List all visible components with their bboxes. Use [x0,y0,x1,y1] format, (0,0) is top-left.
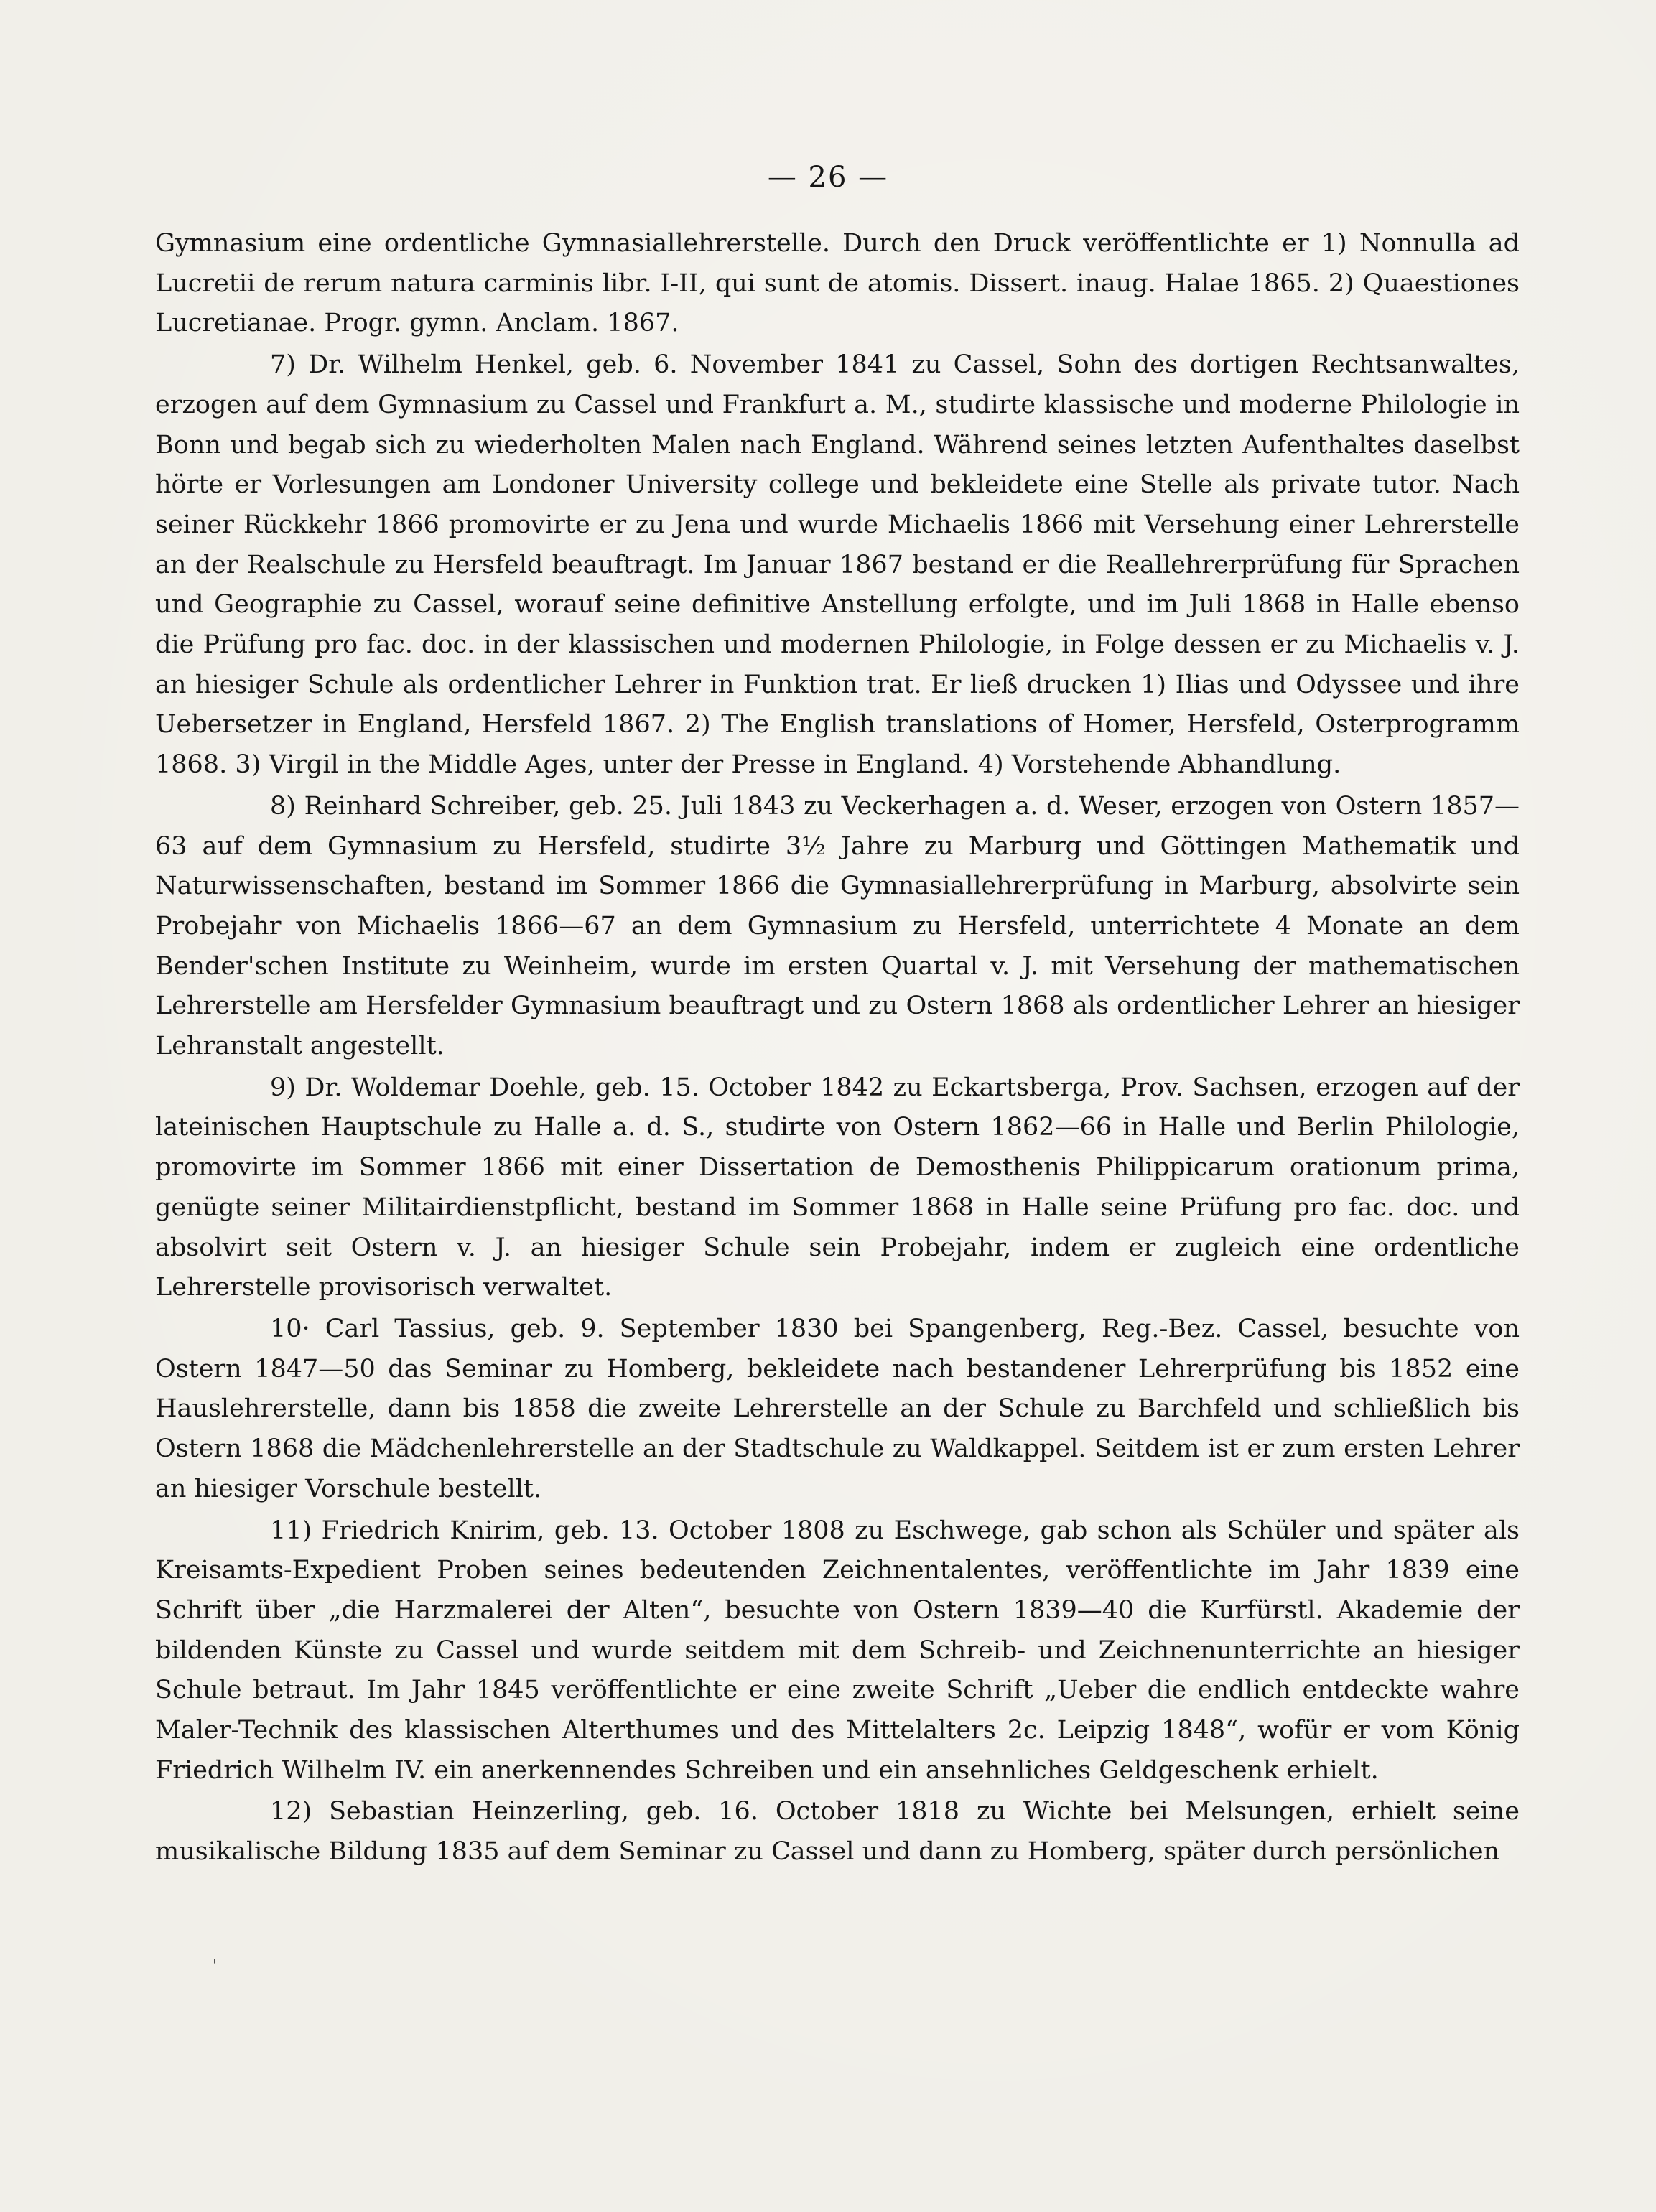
paragraph-schreiber: 8) Reinhard Schreiber, geb. 25. Juli 1843 zu Veckerhagen a. d. Weser, erzogen von Ostern 1857—63 auf dem Gymnasium zu Hersfeld, studirte 3½ Jahre zu Marburg und Göttingen Mathematik und Naturwissenschaften, bestand im Sommer 1866 die Gymnasiallehrerprüfung in Marburg, absolvirte sein Probejahr von Michaelis 1866—67 an dem Gymnasium zu Hersfeld, unterrichtete 4 Monate an dem Bender'schen Institute zu Weinheim, wurde im ersten Quartal v. J. mit Versehung der mathematischen Lehrerstelle am Hersfelder Gymnasium beauftragt und zu Ostern 1868 als ordentlicher Lehrer an hiesiger Lehranstalt angestellt. [155,791,1520,1061]
paragraph-continuation: Gymnasium eine ordentliche Gymnasiallehrerstelle. Durch den Druck veröffentlichte er 1) Nonnulla ad Lucretii de rerum natura carminis libr. I-II, qui sunt de atomis. Dissert. inaug. Halae 1865. 2) Quaestiones Lucretianae. Progr. gymn. Anclam. 1867. [155,229,1520,338]
paragraph-doehle: 9) Dr. Woldemar Doehle, geb. 15. October 1842 zu Eckartsberga, Prov. Sachsen, erzogen auf der lateinischen Hauptschule zu Halle a. d. S., studirte von Ostern 1862—66 in Halle und Berlin Philologie, promovirte im Sommer 1866 mit einer Dissertation de Demosthenis Philippicarum orationum prima, genügte seiner Militairdienstpflicht, bestand im Sommer 1868 in Halle seine Prüfung pro fac. doc. und absolvirt seit Ostern v. J. an hiesiger Schule sein Probejahr, indem er zugleich eine ordentliche Lehrerstelle provisorisch verwaltet. [155,1073,1520,1302]
paragraph-henkel: 7) Dr. Wilhelm Henkel, geb. 6. November 1841 zu Cassel, Sohn des dortigen Rechtsanwaltes, erzogen auf dem Gymnasium zu Cassel und Frankfurt a. M., studirte klassische und moderne Philologie in Bonn und begab sich zu wiederholten Malen nach England. Während seines letzten Aufenthaltes daselbst hörte er Vorlesungen am Londoner University college und bekleidete eine Stelle als private tutor. Nach seiner Rückkehr 1866 promovirte er zu Jena und wurde Michaelis 1866 mit Versehung einer Lehrerstelle an der Realschule zu Hersfeld beauftragt. Im Januar 1867 bestand er die Reallehrerprüfung für Sprachen und Geographie zu Cassel, worauf seine definitive Anstellung erfolgte, und im Juli 1868 in Halle ebenso die Prüfung pro fac. doc. in der klassischen und modernen Philologie, in Folge dessen er zu Michaelis v. J. an hiesiger Schule als ordentlicher Lehrer in Funktion trat. Er ließ drucken 1) Ilias und Odyssee und ihre Uebersetzer in England, Hersfeld 1867. 2) The English translations of Homer, Hersfeld, Osterprogramm 1868. 3) Virgil in the Middle Ages, unter der Presse in England. 4) Vorstehende Abhandlung. [155,350,1520,780]
paragraph-knirim: 11) Friedrich Knirim, geb. 13. October 1808 zu Eschwege, gab schon als Schüler und später als Kreisamts-Expedient Proben seines bedeutenden Zeichnentalentes, veröffentlichte im Jahr 1839 eine Schrift über „die Harzmalerei der Alten“, besuchte von Ostern 1839—40 die Kurfürstl. Akademie der bildenden Künste zu Cassel und wurde seitdem mit dem Schreib- und Zeichnenunterrichte an hiesiger Schule betraut. Im Jahr 1845 veröffentlichte er eine zweite Schrift „Ueber die endlich entdeckte wahre Maler-Technik des klassischen Alterthumes und des Mittelalters 2c. Leipzig 1848“, wofür er vom König Friedrich Wilhelm IV. ein anerkennendes Schreiben und ein ansehnliches Geldgeschenk erhielt. [155,1516,1520,1785]
paragraph-heinzerling: 12) Sebastian Heinzerling, geb. 16. October 1818 zu Wichte bei Melsungen, erhielt seine musikalische Bildung 1835 auf dem Seminar zu Cassel und dann zu Homberg, später durch persönlichen [155,1797,1520,1867]
paragraph-tassius: 10· Carl Tassius, geb. 9. September 1830 bei Spangenberg, Reg.-Bez. Cassel, besuchte von Ostern 1847—50 das Seminar zu Homberg, bekleidete nach bestandener Lehrerprüfung bis 1852 eine Hauslehrerstelle, dann bis 1858 die zweite Lehrerstelle an der Schule zu Barchfeld und schließlich bis Ostern 1868 die Mädchenlehrerstelle an der Stadtschule zu Waldkappel. Seitdem ist er zum ersten Lehrer an hiesiger Vorschule bestellt. [155,1314,1520,1503]
document-body [155,224,1520,1874]
page-number: — 26 — [767,161,889,194]
stray-mark: ' [213,1957,218,1975]
